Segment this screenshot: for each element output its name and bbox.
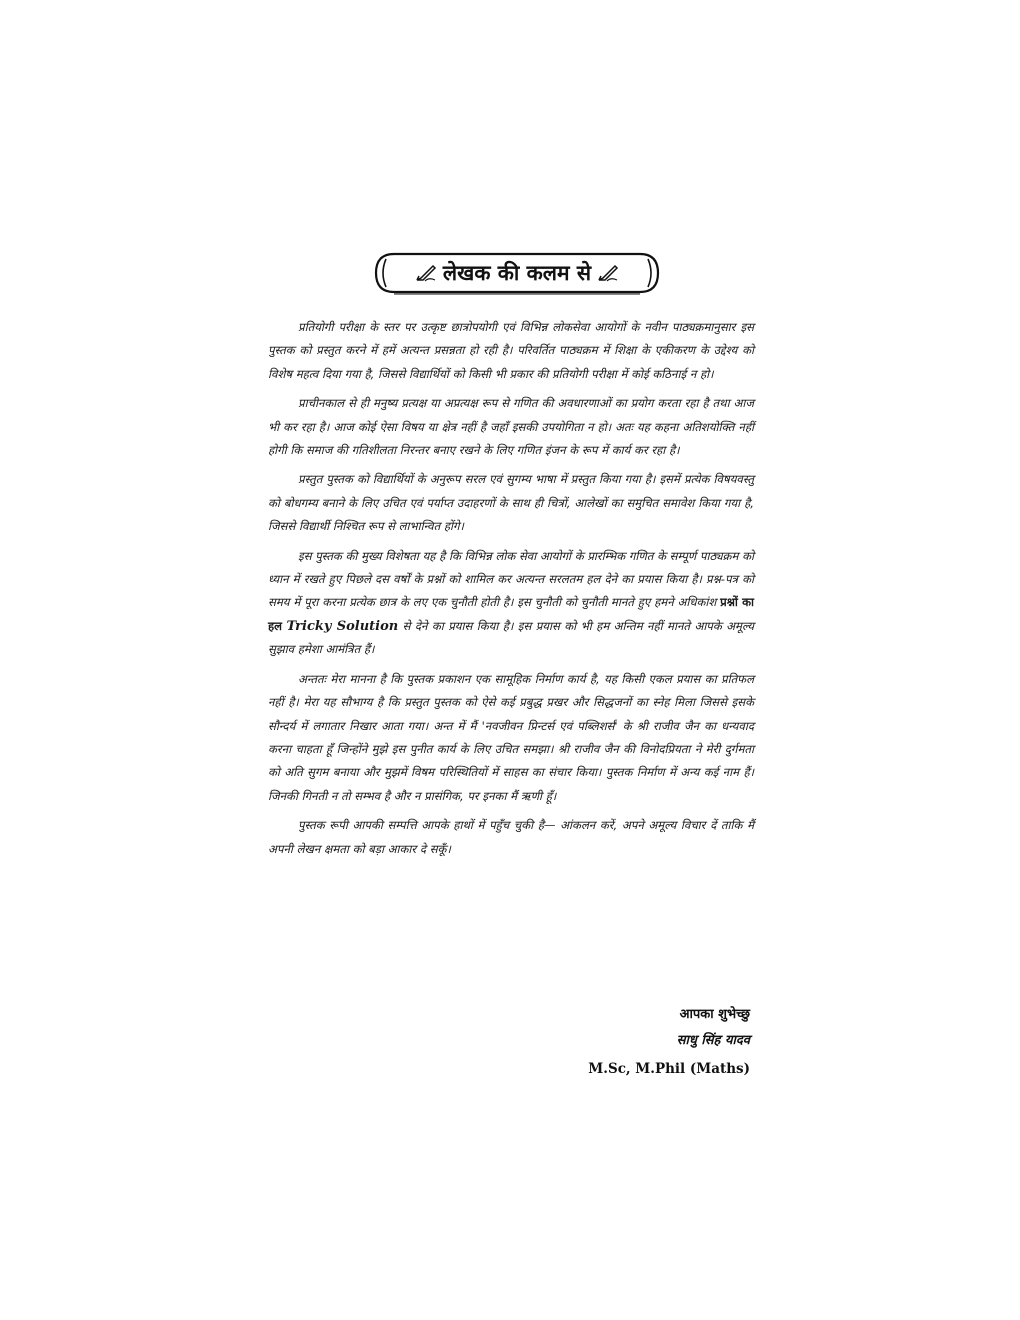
paragraph-4-text-before: इस पुस्तक की मुख्य विशेषता यह है कि विभिन्न लोक सेवा आयोगों के प्रारम्भिक गणित के सम्पूर्ण पाठ्यक्रम को ध्यान में रखते हुए पिछले दस वर्षों के प्रश्नों को शामिल कर अत्यन्त सरलतम हल देने का प्रयास किया है। प्रश्न-पत्र को समय में पूरा करना प्रत्येक छात्र के लए एक चुनौती होती है। इस चुनौती को चुनौती मानते हुए हमने अधिकांश xyxy=(268,548,754,610)
paragraph-4-bold-text: प्रश्नों का हल xyxy=(268,595,754,633)
pen-writing-icon xyxy=(415,264,437,282)
signature-block xyxy=(588,1002,750,1084)
paragraph-4-text-after: से देने का प्रयास किया है। इस प्रयास को भी हम अन्तिम नहीं मानते आपके अमूल्य सुझाव हमेशा आमंत्रित हैं। xyxy=(268,618,754,657)
page-title: लेखक की कलम से xyxy=(442,261,592,285)
paragraph-3: प्रस्तुत पुस्तक को विद्यार्थियों के अनुरूप सरल एवं सुगम्य भाषा में प्रस्तुत किया गया है। इसमें प्रत्येक विषयवस्तु को बोधगम्य बनाने के लिए उचित एवं पर्याप्त उदाहरणों के साथ ही चित्रों, आलेखों का समुचित समावेश किया गया है, जिससे विद्यार्थी निश्चित रूप से लाभान्वित होंगे। xyxy=(268,472,754,534)
paragraph-2: प्राचीनकाल से ही मनुष्य प्रत्यक्ष या अप्रत्यक्ष रूप से गणित की अवधारणाओं का प्रयोग करता रहा है तथा आज भी कर रहा है। आज कोई ऐसा विषय या क्षेत्र नहीं है जहाँ इसकी उपयोगिता न हो। अतः यह कहना अतिशयोक्ति नहीं होगी कि समाज की गतिशीलता निरन्तर बनाए रखने के लिए गणित इंजन के रूप में कार्य कर रहा है। xyxy=(268,396,754,458)
pen-writing-icon xyxy=(597,264,619,282)
signature-closing: आपका शुभेच्छु xyxy=(679,1007,750,1022)
paragraph-5: अन्ततः मेरा मानना है कि पुस्तक प्रकाशन एक सामूहिक निर्माण कार्य है, यह किसी एकल प्रयास का प्रतिफल नहीं है। मेरा यह सौभाग्य है कि प्रस्तुत पुस्तक को ऐसे कई प्रबुद्ध प्रखर और सिद्धजनों का स्नेह मिला जिससे इसके सौन्दर्य में लगातार निखार आता गया। अन्त में मैं 'नवजीवन प्रिन्टर्स एवं पब्लिशर्स' के श्री राजीव जैन का धन्यवाद करना चाहता हूँ जिन्होंने मुझे इस पुनीत कार्य के लिए उचित समझा। श्री राजीव जैन की विनोदप्रियता ने मेरी दुर्गमता को अति सुगम बनाया और मुझमें विषम परिस्थितियों में साहस का संचार किया। पुस्तक निर्माण में अन्य कई नाम हैं। जिनकी गिनती न तो सम्भव है और न प्रासंगिक, पर इनका मैं ऋणी हूँ। xyxy=(268,671,754,803)
author-credentials: M.Sc, M.Phil (Maths) xyxy=(588,1061,750,1077)
paragraph-1: प्रतियोगी परीक्षा के स्तर पर उत्कृष्ट छात्रोपयोगी एवं विभिन्न लोकसेवा आयोगों के नवीन पाठ्यक्रमानुसार इस पुस्तक को प्रस्तुत करने में हमें अत्यन्त प्रसन्नता हो रही है। परिवर्तित पाठ्यक्रम में शिक्षा के एकीकरण के उद्देश्य को विशेष महत्व दिया गया है, जिससे विद्यार्थियों को किसी भी प्रकार की प्रतियोगी परीक्षा में कोई कठिनाई न हो। xyxy=(268,320,754,381)
author-name: साधु सिंह यादव xyxy=(676,1033,750,1048)
preface-body xyxy=(268,316,754,867)
paragraph-4 xyxy=(268,545,754,662)
preface-heading-banner xyxy=(372,250,662,296)
tricky-solution-label: Tricky Solution xyxy=(286,618,399,634)
paragraph-6: पुस्तक रूपी आपकी सम्पत्ति आपके हाथों में पहुँच चुकी है— आंकलन करें, अपने अमूल्य विचार दें ताकि मैं अपनी लेखन क्षमता को बड़ा आकार दे सकूँ। xyxy=(268,818,754,856)
